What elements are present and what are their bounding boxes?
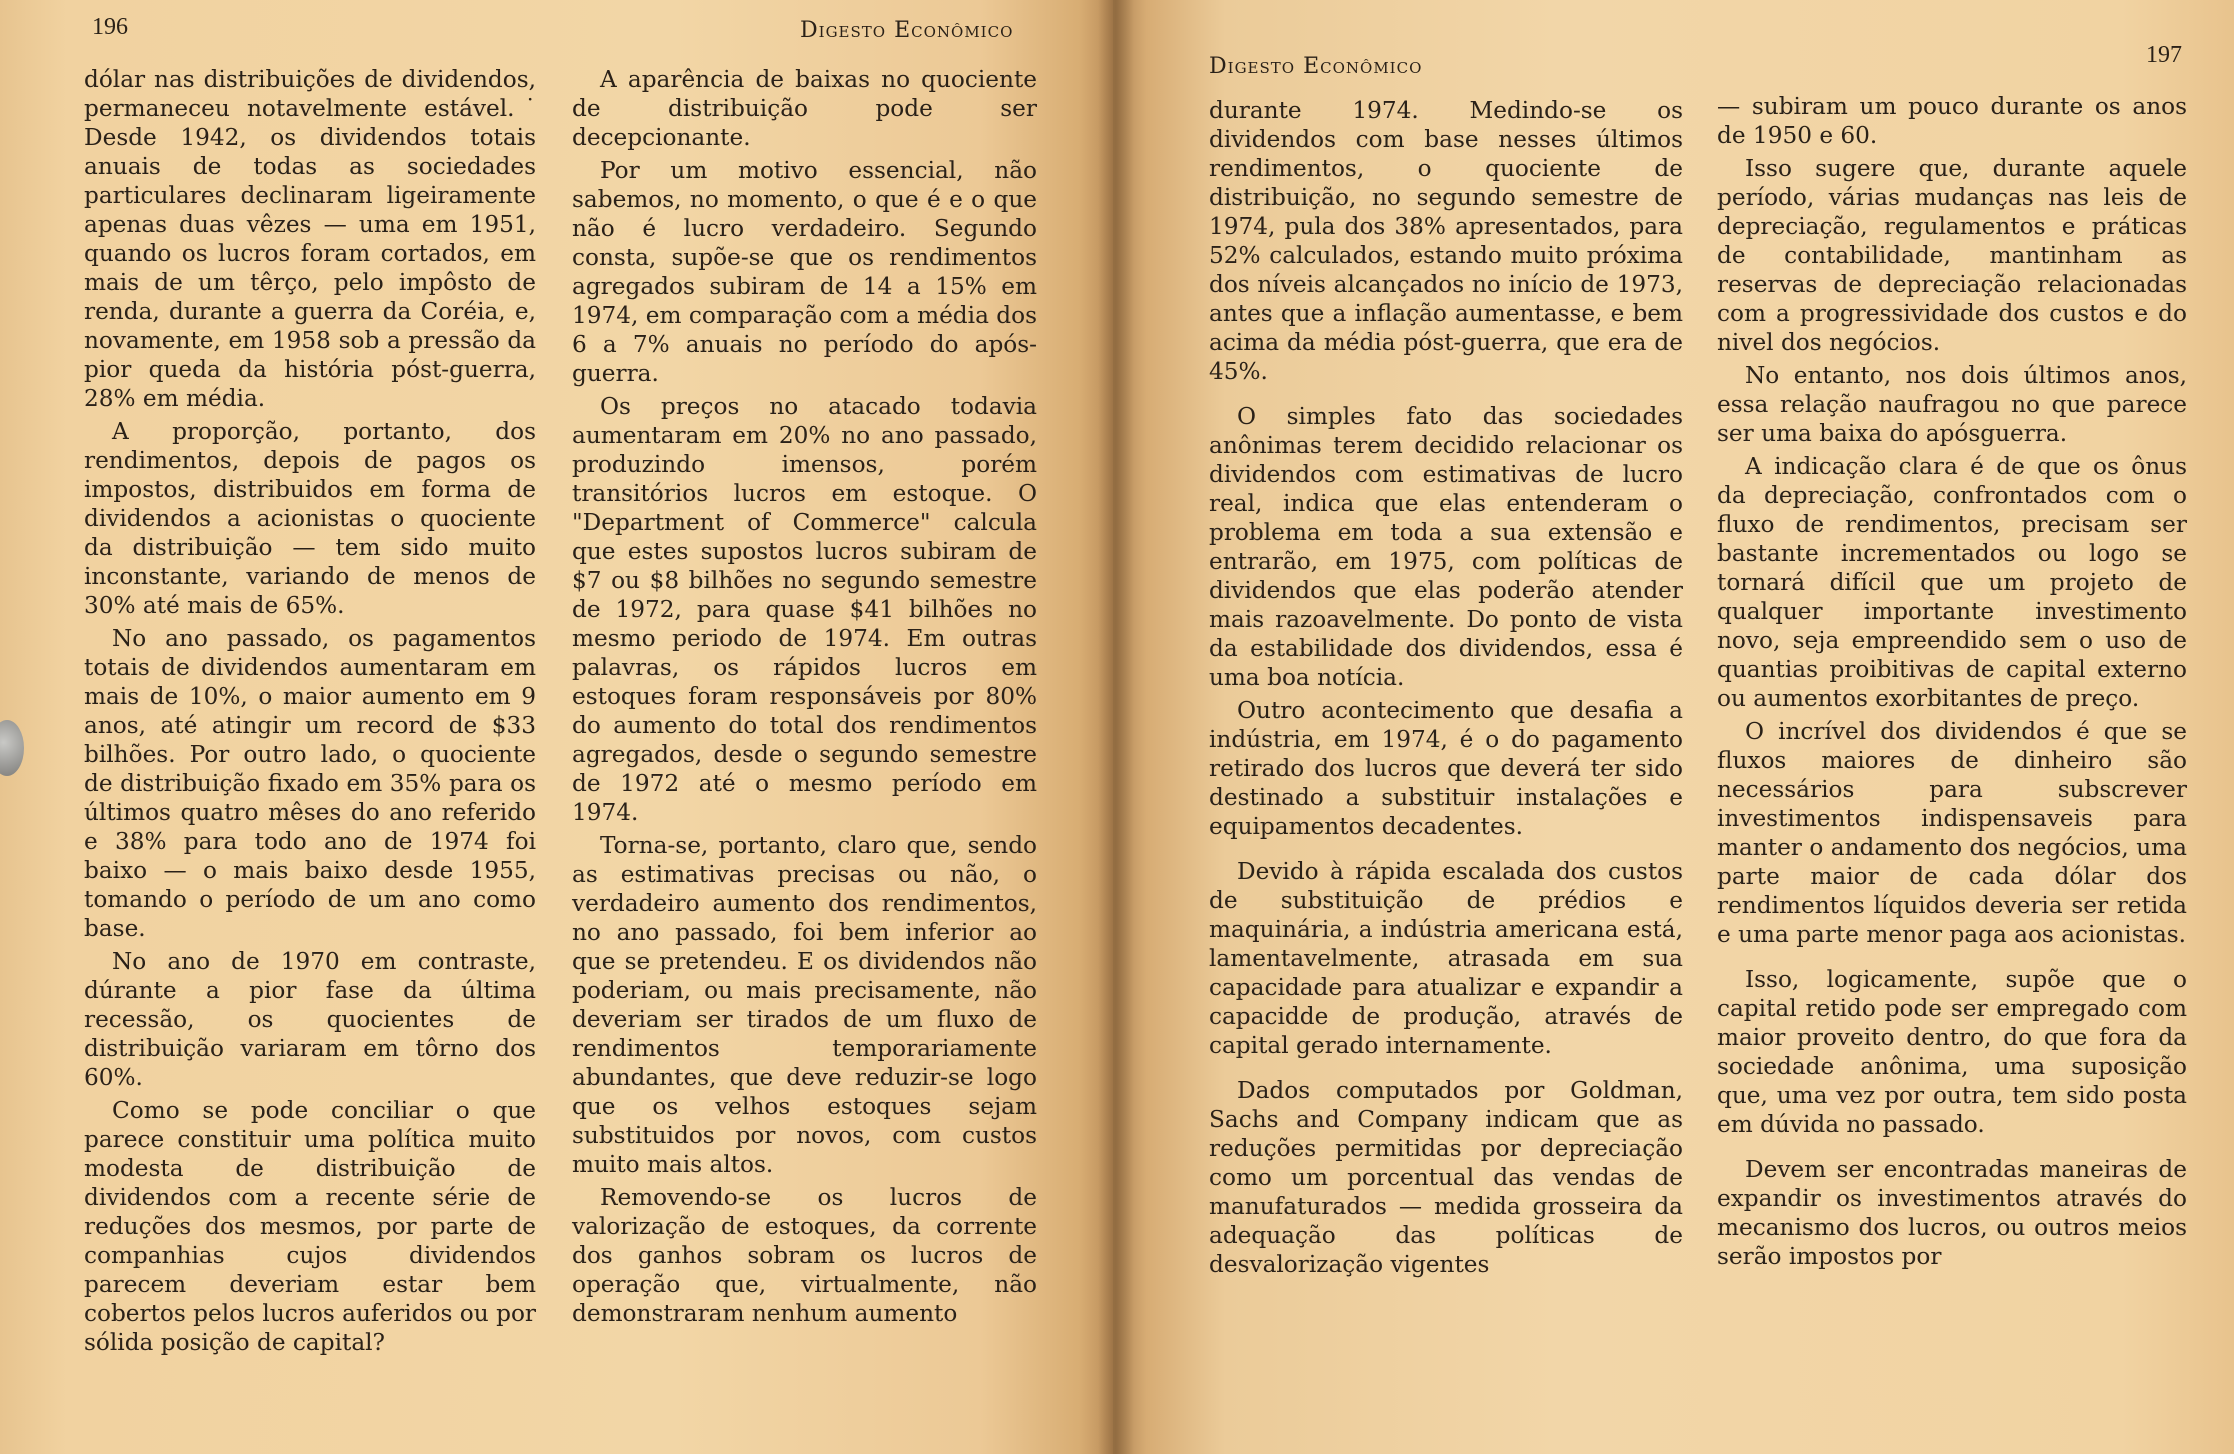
- paragraph: A aparência de baixas no quociente de distribuição pode ser decepcionante.: [572, 66, 1037, 151]
- text-column-2: [1717, 92, 2187, 1271]
- running-head: Digesto Econômico: [1209, 54, 1423, 79]
- text-column-1: [84, 65, 536, 1357]
- left-page: [0, 0, 1113, 1454]
- paragraph: O incrível dos dividendos é que se fluxos maiores de dinheiro são necessários para subscrever investimentos indispensaveis para manter o andamento dos negócios, uma parte maior de cada dólar dos rendimentos líquidos deveria ser retida e uma parte menor paga aos acionistas.: [1717, 718, 2187, 948]
- paragraph: No ano de 1970 em contraste, dúrante a pior fase da última recessão, os quocientes de distribuição variaram em tôrno dos 60%.: [84, 948, 536, 1091]
- paragraph: Removendo-se os lucros de valorização de estoques, da corrente dos ganhos sobram os lucros de operação que, virtualmente, não demonstraram nenhum aumento: [572, 1184, 1037, 1327]
- text-column-2: [572, 65, 1037, 1328]
- paragraph: durante 1974. Medindo-se os dividendos com base nesses últimos rendimentos, o quociente de distribuição, no segundo semestre de 1974, pula dos 38% apresentados, para 52% calculados, estando muito próxima dos níveis alcançados no início de 1973, antes que a inflação aumentasse, e bem acima da média póst-guerra, que era de 45%.: [1209, 97, 1683, 385]
- coin-edge: [0, 720, 24, 776]
- page-header: [0, 6, 1113, 46]
- paragraph: No entanto, nos dois últimos anos, essa relação naufragou no que parece ser uma baixa do apósguerra.: [1717, 362, 2187, 447]
- paragraph: Dados computados por Goldman, Sachs and Company indicam que as reduções permitidas por depreciação como um porcentual das vendas de manufaturados — medida grosseira da adequação das políticas de desvalorização vigentes: [1209, 1077, 1683, 1278]
- paragraph: Como se pode conciliar o que parece constituir uma política muito modesta de distribuição de dividendos com a recente série de reduções dos mesmos, por parte de companhias cujos dividendos parecem deveriam estar bem cobertos pelos lucros auferidos ou por sólida posição de capital?: [84, 1097, 536, 1356]
- page-number: 196: [92, 14, 128, 40]
- paragraph: Devido à rápida escalada dos custos de substituição de prédios e maquinária, a indústria americana está, lamentavelmente, atrasada em sua capacidade para atualizar e expandir a capacidde de produção, através de capital gerado internamente.: [1209, 858, 1683, 1059]
- right-page: [1113, 0, 2234, 1454]
- paragraph: Isso sugere que, durante aquele período, várias mudanças nas leis de depreciação, regulamentos e práticas de contabilidade, mantinham as reservas de depreciação relacionadas com a progressividade dos custos e do nivel dos negócios.: [1717, 155, 2187, 356]
- text-column-1: [1209, 96, 1683, 1279]
- paragraph: Os preços no atacado todavia aumentaram em 20% no ano passado, produzindo imensos, porém transitórios lucros em estoque. O "Department of Commerce" calcula que estes supostos lucros subiram de $7 ou $8 bilhões no segundo semestre de 1972, para quase $41 bilhões no mesmo periodo de 1974. Em outras palavras, os rápidos lucros em estoques foram responsáveis por 80% do aumento do total dos rendimentos agregados, desde o segundo semestre de 1972 até o mesmo período em 1974.: [572, 393, 1037, 826]
- paragraph: Isso, logicamente, supõe que o capital retido pode ser empregado com maior proveito dentro, do que fora da sociedade anônima, uma suposição que, uma vez por outra, tem sido posta em dúvida no passado.: [1717, 966, 2187, 1138]
- paragraph: — subiram um pouco durante os anos de 1950 e 60.: [1717, 93, 2187, 149]
- paragraph: No ano passado, os pagamentos totais de dividendos aumentaram em mais de 10%, o maior aumento em 9 anos, até atingir um record de $33 bilhões. Por outro lado, o quociente de distribuição fixado em 35% para os últimos quatro mêses do ano referido e 38% para todo ano de 1974 foi baixo — o mais baixo desde 1955, tomando o período de um ano como base.: [84, 625, 536, 942]
- paragraph: A proporção, portanto, dos rendimentos, depois de pagos os impostos, distribuidos em forma de dividendos a acionistas o quociente da distribuição — tem sido muito inconstante, variando de menos de 30% até mais de 65%.: [84, 418, 536, 619]
- paragraph: Por um motivo essencial, não sabemos, no momento, o que é e o que não é lucro verdadeiro. Segundo consta, supõe-se que os rendimentos agregados subiram de 14 a 15% em 1974, em comparação com a média dos 6 a 7% anuais no período do após-guerra.: [572, 157, 1037, 387]
- paragraph: Torna-se, portanto, claro que, sendo as estimativas precisas ou não, o verdadeiro aumento dos rendimentos, no ano passado, foi bem inferior ao que se pretendeu. E os dividendos não poderiam, ou mais precisamente, não deveriam ser tirados de um fluxo de rendimentos temporariamente abundantes, que deve reduzir-se logo que os velhos estoques sejam substituidos por novos, com custos muito mais altos.: [572, 832, 1037, 1178]
- page-number: 197: [2146, 42, 2182, 68]
- paragraph: Devem ser encontradas maneiras de expandir os investimentos através do mecanismo dos lucros, ou outros meios serão impostos por: [1717, 1156, 2187, 1270]
- paragraph: O simples fato das sociedades anônimas terem decidido relacionar os dividendos com estimativas de lucro real, indica que elas entenderam o problema em toda a sua extensão e entrarão, em 1975, com políticas de dividendos que elas poderão atender mais razoavelmente. Do ponto de vista da estabilidade dos dividendos, essa é uma boa notícia.: [1209, 403, 1683, 691]
- paragraph: Outro acontecimento que desafia a indústria, em 1974, é o do pagamento retirado dos lucros que deverá ter sido destinado a substituir instalações e equipamentos decadentes.: [1209, 697, 1683, 840]
- paragraph: A indicação clara é de que os ônus da depreciação, confrontados com o fluxo de rendimentos, precisam ser bastante incrementados ou logo se tornará difícil que um projeto de qualquer importante investimento novo, seja empreendido sem o uso de quantias proibitivas de capital externo ou aumentos exorbitantes de preço.: [1717, 453, 2187, 712]
- page-header: [1113, 6, 2234, 79]
- running-head: Digesto Econômico: [800, 18, 1014, 43]
- paragraph: dólar nas distribuições de dividendos, permaneceu notavelmente estável.˙ Desde 1942, os dividendos totais anuais de todas as sociedades particulares declinaram ligeiramente apenas duas vêzes — uma em 1951, quando os lucros foram cortados, em mais de um têrço, pelo impôsto de renda, durante a guerra da Coréia, e, novamente, em 1958 sob a pressão da pior queda da história póst-guerra, 28% em média.: [84, 66, 536, 412]
